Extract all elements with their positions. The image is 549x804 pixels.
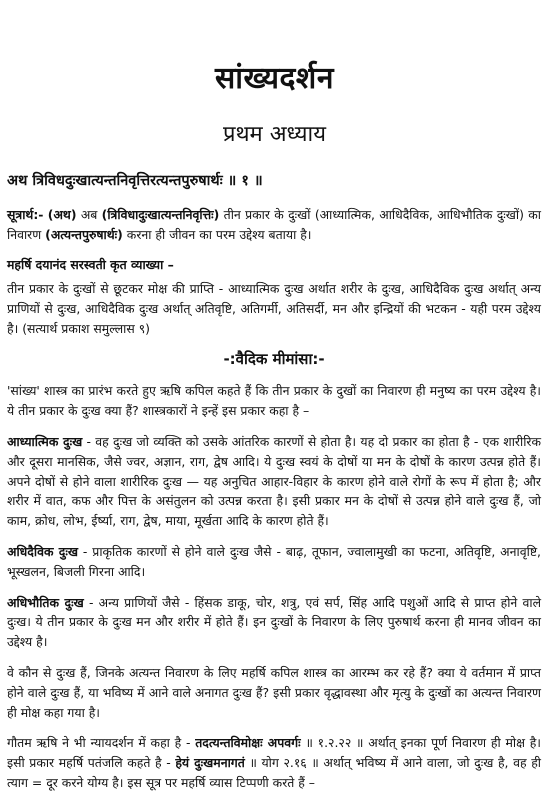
gautam-text: ॥ १.२.२२ ॥ अर्थात् इनका पूर्ण निवारण ही मोक्ष है। इसी प्रकार महर्षि पतंजलि कहते है - — [7, 735, 542, 771]
nyaya-sutra: तदत्यन्तविमोक्षः अपवर्गः — [195, 735, 301, 751]
adhidaivik-term: अधिदैविक दुःख — [7, 543, 78, 559]
gautam-paragraph — [7, 733, 541, 792]
adhyatmik-text: - वह दुःख जो व्यक्ति को उसके आंतरिक कारणों से होता है। यह दो प्रकार का होता है - एक शारीरिक और दूसरा मानसिक, जैसे ज्वर, अज्ञान, राग, द्वेष आदि। ये दुःख स्वयं के दोषों या मन के दोषों के कारण उत्पन्न होते हैं। अपने दोषों से होने वाला शारीरिक दुःख — यह अनुचित आहार-विहार के कारण होने वाले रोगों के रूप में होता है; और शरीर में वात, कफ और पित्त के असंतुलन को उत्पन्न करता है। इसी प्रकार मन के दोषों से उत्पन्न होने वाले दुःख हैं, जो काम, क्रोध, लोभ, ईर्ष्या, राग, द्वेष, माया, मूर्खता आदि के कारण होते हैं। — [7, 433, 541, 529]
sutra-word: (अत्यन्तपुरुषार्थः) — [45, 226, 123, 242]
adhidaivik-paragraph — [7, 542, 541, 582]
sutra-word: (त्रिविधादुःखात्यन्तनिवृत्तिः) — [101, 206, 220, 222]
sutra-line: अथ त्रिविधदुःखात्यन्तनिवृत्तिरत्यन्तपुरुषार्थः ॥ १ ॥ — [7, 173, 263, 189]
chapter-title: प्रथम अध्याय — [222, 122, 327, 147]
page-title: सांख्यदर्शन — [215, 61, 334, 96]
gautam-text: ॥ योग २.१६ ॥ अर्थात् भविष्य में आने वाला, जो दुःख है, वह ही त्याग = दूर करने योग्य है। इस सूत्र पर महर्षि व्यास टिप्पणी करते हैं – — [7, 755, 541, 790]
document-body — [7, 172, 541, 804]
sutrartha-text: अब — [76, 206, 102, 222]
adhibhautik-text: - अन्य प्राणियों जैसे - हिंसक डाकू, चोर, शत्रु, एवं सर्प, सिंह आदि पशुओं आदि से प्राप्त होने वाले दुःख। ये तीन प्रकार के दुःख मन और शरीर में होते हैं। इन दुःखों के निवारण के लिए पुरुषार्थ करना ही मानव जीवन का उद्देश्य है। — [7, 594, 541, 650]
vyakhya-paragraph: तीन प्रकार के दुःखों से छूटकर मोक्ष की प्राप्ति - आध्यात्मिक दुःख अर्थात शरीर के दुःख, आधिदैविक दुःख अर्थात् अन्य प्राणियों से दुःख, आधिदैविक दुःख अर्थात् अतिवृष्टि, अतिगर्मी, अतिसर्दी, मन और इन्द्रियों की भटकन - यही परम उद्देश्य है। (सत्यार्थ प्रकाश समुल्लास ९) — [7, 281, 541, 336]
intro-paragraph: 'सांख्य' शास्त्र का प्रारंभ करते हुए ऋषि कपिल कहते हैं कि तीन प्रकार के दुखों का निवारण ही मनुष्य का परम उद्देश्य है। ये तीन प्रकार के दुःख क्या हैं? शास्त्रकारों ने इन्हें इस प्रकार कहा है – — [7, 383, 541, 419]
yoga-sutra: हेयं दुःखमनागतं — [175, 755, 245, 771]
vyakhya-heading: महर्षि दयानंद सरस्वती कृत व्याख्या – — [7, 257, 174, 273]
sutrartha-text: करना ही जीवन का परम उद्देश्य बताया है। — [122, 226, 312, 242]
adhibhautik-paragraph — [7, 593, 541, 652]
adhyatmik-paragraph — [7, 432, 541, 531]
sutrartha-text: तीन प्रकार के दुःखों (आध्यात्मिक, आधिदैविक, आधिभौतिक दुःखों) का निवारण — [7, 206, 541, 242]
sutrartha-label: सूत्रार्थ:- — [7, 206, 44, 222]
section-title: -:वैदिक मीमांसा:- — [223, 349, 325, 368]
sutrartha-paragraph — [7, 205, 541, 245]
adhibhautik-term: अधिभौतिक दुःख — [7, 594, 84, 610]
question-paragraph: वे कौन से दुःख हैं, जिनके अत्यन्त निवारण के लिए महर्षि कपिल शास्त्र का आरम्भ कर रहे हैं? क्या ये वर्तमान में प्राप्त होने वाले दुःख हैं, या भविष्य में आने वाले अनागत दुःख हैं? इसी प्रकार वृद्धावस्था और मृत्यु के दुःखों का अत्यन्त निवारण ही मोक्ष कहा गया है। — [7, 664, 541, 720]
adhidaivik-text: - प्राकृतिक कारणों से होने वाले दुःख जैसे - बाढ़, तूफान, ज्वालामुखी का फटना, अतिवृष्टि, अनावृष्टि, भूस्खलन, बिजली गिरना आदि। — [7, 543, 541, 579]
sutra-word: (अथ) — [47, 206, 77, 222]
adhyatmik-term: आध्यात्मिक दुःख — [7, 433, 83, 449]
gautam-text: गौतम ऋषि ने भी न्यायदर्शन में कहा है - — [7, 735, 196, 751]
